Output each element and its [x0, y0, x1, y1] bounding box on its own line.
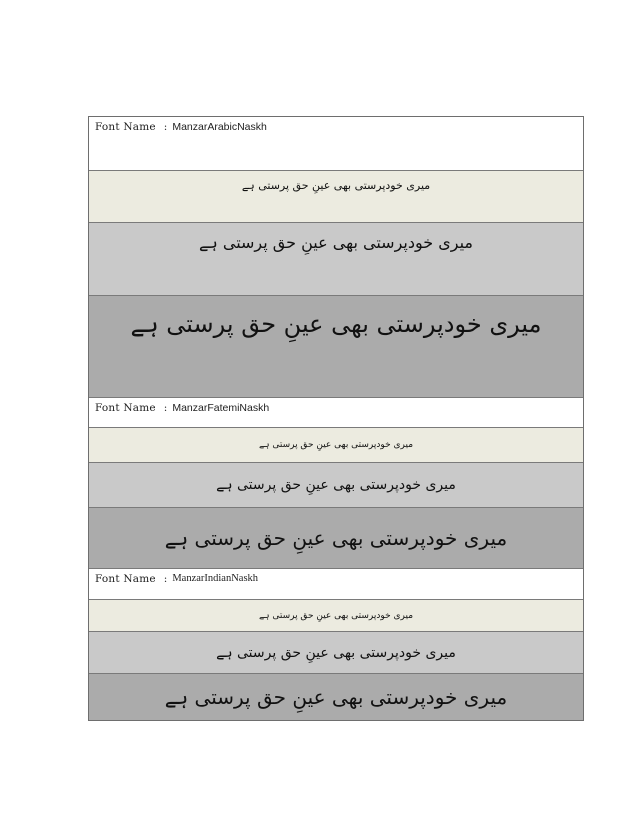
- sample-row-medium: [89, 223, 583, 296]
- sample-text: میری خودپرستی بھی عینِ حق پرستی ہے: [258, 610, 414, 621]
- sample-text: میری خودپرستی بھی عینِ حق پرستی ہے: [216, 477, 456, 493]
- sample-text: میری خودپرستی بھی عینِ حق پرستی ہے: [164, 526, 508, 550]
- font-name-row: [89, 398, 583, 428]
- sample-row-medium: [89, 632, 583, 674]
- font-name-label: Font Name: [95, 402, 156, 414]
- sample-text: میری خودپرستی بھی عینِ حق پرستی ہے: [130, 310, 542, 338]
- sample-row-large: [89, 674, 583, 720]
- sample-text: میری خودپرستی بھی عینِ حق پرستی ہے: [241, 179, 431, 192]
- font-name-row: [89, 117, 583, 171]
- font-name-label: Font Name: [95, 121, 156, 133]
- sample-row-small: [89, 171, 583, 223]
- font-name-label: Font Name: [95, 573, 156, 585]
- sample-text: میری خودپرستی بھی عینِ حق پرستی ہے: [258, 440, 414, 450]
- font-name-value: ManzarIndianNaskh: [172, 573, 259, 584]
- font-name-separator: :: [163, 121, 168, 133]
- sample-row-small: [89, 600, 583, 632]
- sample-text: میری خودپرستی بھی عینِ حق پرستی ہے: [164, 685, 508, 709]
- sample-text: میری خودپرستی بھی عینِ حق پرستی ہے: [199, 233, 473, 252]
- sample-row-small: [89, 428, 583, 463]
- sample-row-large: [89, 508, 583, 569]
- sample-text: میری خودپرستی بھی عینِ حق پرستی ہے: [216, 644, 456, 661]
- font-name-row: [89, 569, 583, 600]
- font-specimen-table: [88, 116, 584, 721]
- font-name-value: ManzarArabicNaskh: [172, 121, 267, 133]
- font-name-value: ManzarFatemiNaskh: [172, 402, 270, 414]
- sample-row-medium: [89, 463, 583, 508]
- font-name-separator: :: [163, 573, 168, 585]
- font-name-separator: :: [163, 402, 168, 414]
- sample-row-large: [89, 296, 583, 398]
